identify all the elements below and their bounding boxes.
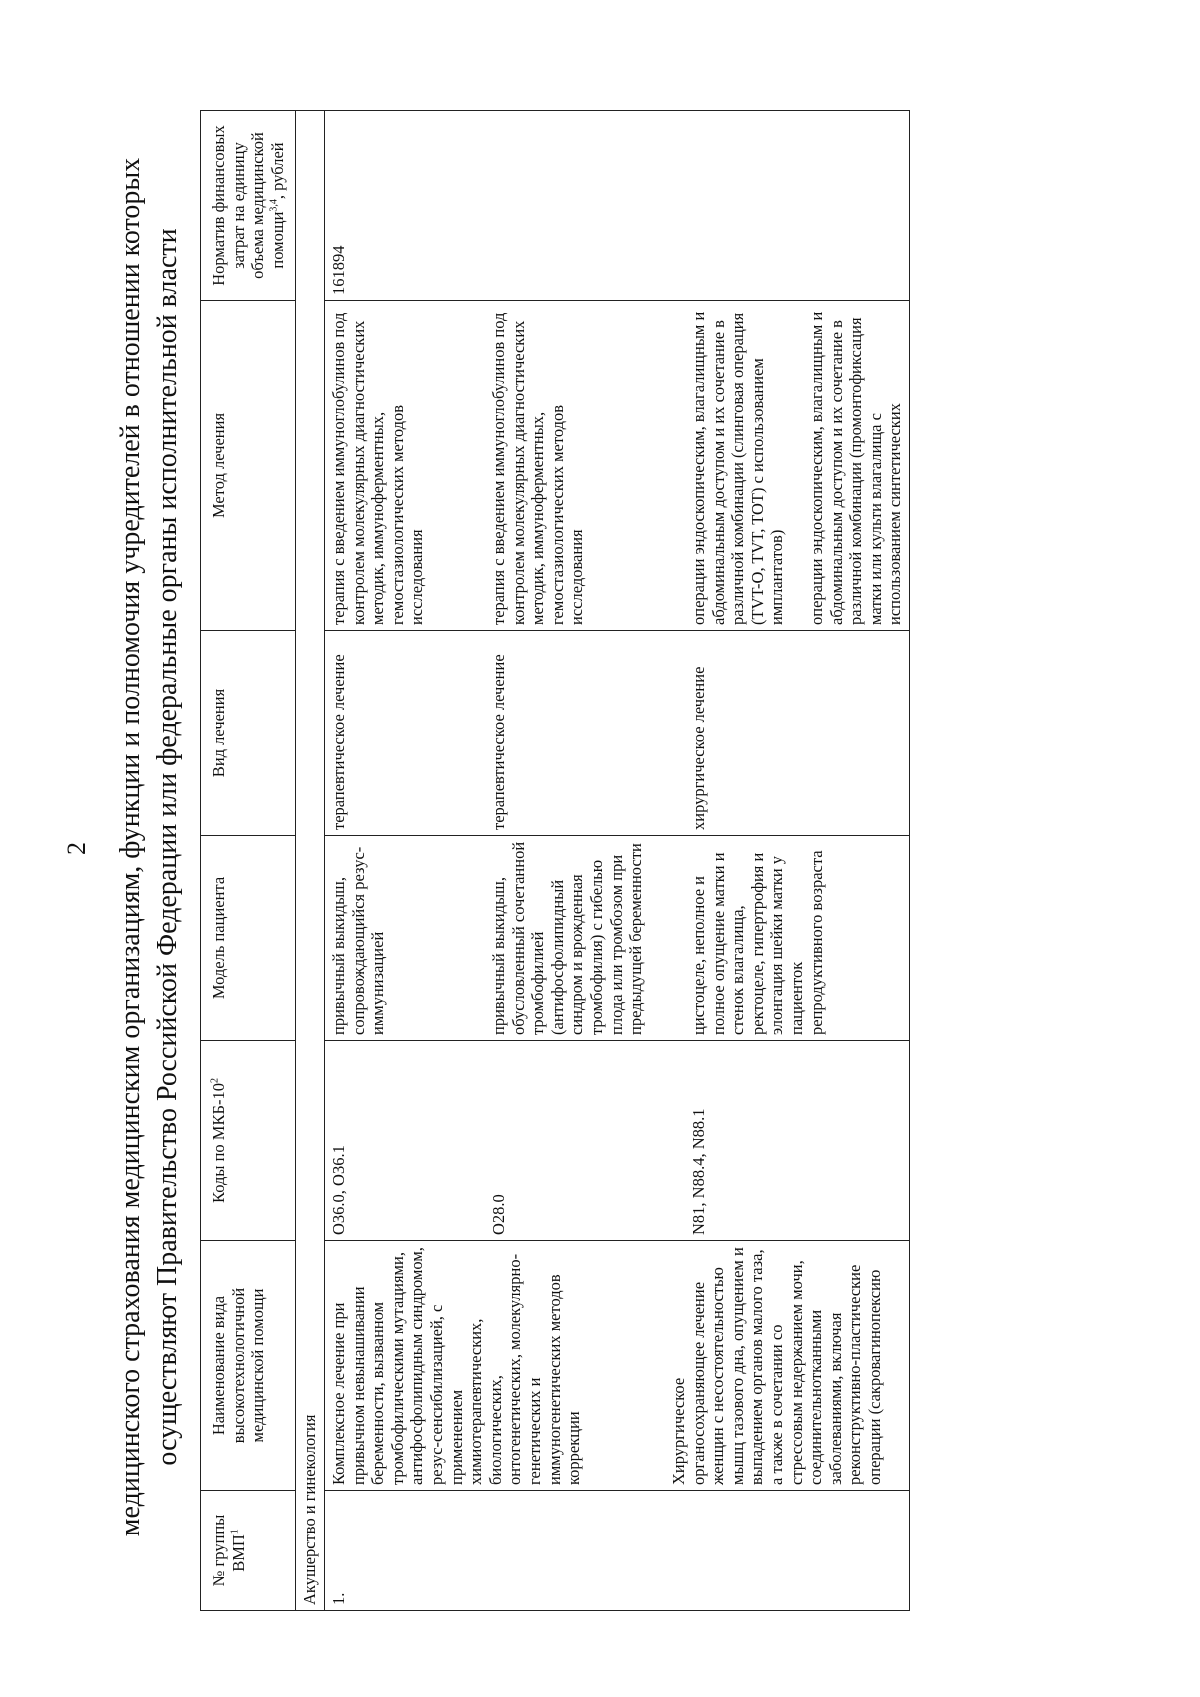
- header-group-number: № группы ВМП$^1$: [201, 1491, 296, 1611]
- header-cost-norm: Норматив финансовых затрат на единицу объема медицинской помощи$^{3,4}$, рублей: [201, 111, 296, 301]
- cost-norm-cell: 161894: [324, 111, 909, 301]
- treatment-type-cell: [324, 631, 909, 836]
- header-care-name: Наименование вида высокотехнологичной медицинской помощи: [201, 1241, 296, 1491]
- icd-codes-3: N81, N88.4, N88.1: [688, 1108, 708, 1235]
- header-patient-model: Модель пациента: [201, 836, 296, 1041]
- treatment-method-3: операции эндоскопическим, влагалищным и абдоминальным доступом и их сочетание в различной комбинации (слинговая операция (TVT-O, TVT, TOT) с использованием имплантатов): [688, 311, 787, 625]
- treatment-type-2: терапевтическое лечение: [488, 654, 508, 830]
- treatment-method-cell: [324, 301, 909, 631]
- treatment-type-3: хирургическое лечение: [688, 666, 708, 830]
- treatment-type-1: терапевтическое лечение: [328, 654, 348, 830]
- care-name-cell: [324, 1241, 909, 1491]
- treatment-method-4: операции эндоскопическим, влагалищным и абдоминальным доступом и их сочетание в различной комбинации (промонтофиксация матки или культи влагалища с использованием синтетических: [806, 311, 905, 625]
- icd-codes-2: O28.0: [488, 1194, 508, 1235]
- title-line-2: осуществляют Правительство Российской Федерации или федеральные органы исполнительной власти: [152, 228, 183, 1466]
- icd-codes-cell: [324, 1041, 909, 1241]
- treatment-method-1: терапия с введением иммуноглобулинов под контролем молекулярных диагностических методик, иммуноферментных, гемостазиологических методов исследования: [328, 312, 427, 625]
- table-header-row: [201, 111, 296, 1611]
- treatment-method-2: терапия с введением иммуноглобулинов под контролем молекулярных диагностических методик, иммуноферментных, гемостазиологических методов исследования: [488, 312, 587, 625]
- patient-model-1: привычный выкидыш, сопровождающийся резус-иммунизацией: [328, 846, 388, 1035]
- page-number: 2: [62, 842, 91, 855]
- section-title: Акушерство и гинекология: [296, 111, 325, 1611]
- header-treatment-method: Метод лечения: [201, 301, 296, 631]
- document-title: [112, 137, 186, 1557]
- table-row: [324, 111, 909, 1611]
- section-row: [296, 111, 325, 1611]
- title-line-1: медицинского страхования медицинским организациям, функции и полномочия учредителей в отношении которых: [115, 157, 146, 1537]
- group-number-cell: 1.: [324, 1491, 909, 1611]
- patient-model-2: привычный выкидыш, обусловленный сочетанной тромбофилией (антифосфолипидный синдром и врожденная тромбофилия) с гибелью плода или тромбозом при предыдущей беременности: [488, 841, 646, 1035]
- icd-codes-1: O36.0, O36.1: [328, 1145, 348, 1235]
- patient-model-cell: [324, 836, 909, 1041]
- patient-model-3: цистоцеле, неполное и полное опущение матки и стенок влагалища, ректоцеле, гипертрофия и элонгация шейки матки у пациенток репродуктивного возраста: [688, 850, 826, 1035]
- header-treatment-type: Вид лечения: [201, 631, 296, 836]
- care-name-1: Комплексное лечение при привычном невынашивании беременности, вызванном тромбофилическими мутациями, антифосфолипидным синдромом, резус-сенсибилизацией, с применением химиотерапевтических, биологических, онтогенетических, молекулярно-генетических и иммуногенетических методов коррекции: [328, 1247, 584, 1485]
- vmp-table: [200, 110, 910, 1611]
- care-name-2: Хирургическое органосохраняющее лечение женщин с несостоятельностью мышц тазового дна, опущением и выпадением органов малого таза, а также в сочетании со стрессовым недержанием мочи, соединительнотканными заболеваниями, включая реконструктивно-пластические операции (сакровагинопексию: [668, 1247, 884, 1485]
- header-icd-codes: Коды по МКБ-$10^2$: [201, 1041, 296, 1241]
